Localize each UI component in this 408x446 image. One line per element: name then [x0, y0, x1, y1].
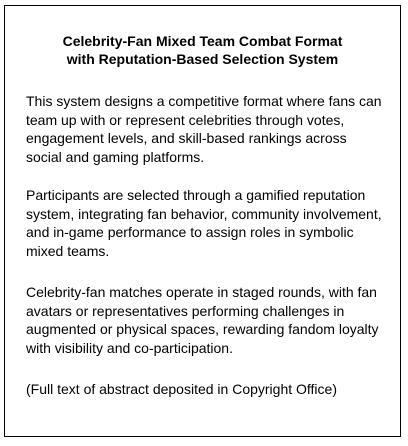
abstract-paragraph-3: Celebrity-fan matches operate in staged rounds, with fan avatars or representatives performing challenges in augmented or physical spaces, rewarding fandom loyalty with visibility and co-participation.	[26, 284, 379, 356]
abstract-paragraph-1: This system designs a competitive format where fans can team up with or represent celebrities through votes, engagement levels, and skill-based rankings across social and gaming platforms.	[26, 93, 382, 165]
abstract-box	[4, 5, 401, 437]
copyright-note: (Full text of abstract deposited in Copyright Office)	[26, 381, 337, 397]
abstract-paragraph-2: Participants are selected through a gamified reputation system, integrating fan behavior, community involvement, and in-game performance to assign roles in symbolic mixed teams.	[26, 187, 382, 259]
title-line-2: with Reputation-Based Selection System	[66, 51, 339, 67]
title-line-1: Celebrity-Fan Mixed Team Combat Format	[62, 33, 343, 49]
abstract-title	[5, 32, 400, 68]
